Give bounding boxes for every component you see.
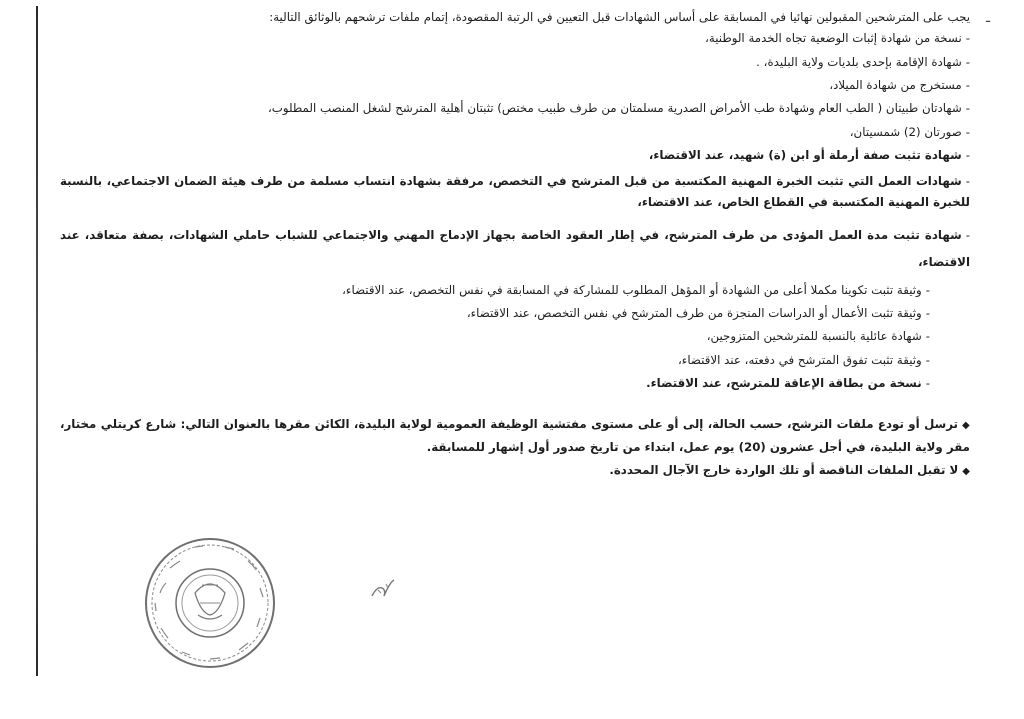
submission-note (60, 413, 970, 459)
list-item (60, 283, 970, 298)
list-dash: - (965, 147, 970, 162)
list-dash: - (925, 352, 930, 367)
list-item-text: شهادة الإقامة بإحدى بلديات ولاية البليدة، . (756, 54, 962, 69)
list-item-text: صورتان (2) شمسيتان، (849, 124, 962, 139)
list-item (60, 55, 970, 70)
list-item (60, 353, 970, 368)
list-dash: - (965, 227, 970, 242)
rejection-note (60, 463, 970, 478)
submission-note-text: ترسل أو تودع ملفات الترشح، حسب الحالة، إلى أو على مستوى مفتشية الوظيفة العمومية لولاية البليدة، الكائن مقرها بالعنوان التالي: شارع كريتلي مختار، مقر ولاية البليدة، في أجل عشرون (20) يوم عمل، ابتداء من تاريخ صدور أول إشهار للمسابقة. (60, 417, 970, 455)
list-item-text: شهادة تثبت مدة العمل المؤدى من طرف المترشح، في إطار العقود الخاصة بجهاز الإدماج المهني والاجتماعي للشباب حاملي الشهادات، بصفة متعاقد، عند الاقتضاء، (60, 227, 970, 269)
list-item (60, 329, 970, 344)
list-item (60, 125, 970, 140)
list-dash: - (965, 31, 970, 46)
handwritten-mark-icon (368, 572, 398, 602)
list-dash: - (965, 124, 970, 139)
list-item-text: شهادة تثبت صفة أرملة أو ابن (ة) شهيد، عند الاقتضاء، (648, 147, 962, 162)
list-item (60, 222, 970, 276)
rejection-note-text: لا تقبل الملفات الناقصة أو تلك الواردة خارج الآجال المحددة. (609, 463, 959, 478)
list-item-text: مستخرج من شهادة الميلاد، (829, 77, 962, 92)
list-item-text: شهادة عائلية بالنسبة للمترشحين المتزوجين، (706, 329, 922, 344)
list-item (60, 78, 970, 93)
list-dash: - (965, 101, 970, 116)
list-dash: - (965, 54, 970, 69)
intro-paragraph: يجب على المترشحين المقبولين نهائيا في المسابقة على أساس الشهادات قبل التعيين في الرتبة المقصودة، إتمام ملفات ترشحهم بالوثائق التالية: (269, 10, 970, 24)
list-item-text: وثيقة تثبت تكوينا مكملا أعلى من الشهادة أو المؤهل المطلوب للمشاركة في المسابقة في نفس التخصص، عند الاقتضاء، (342, 282, 922, 297)
list-dash: - (965, 77, 970, 92)
list-dash: - (925, 282, 930, 297)
list-item (60, 148, 970, 163)
diamond-bullet-icon: ◆ (962, 466, 970, 478)
footer-notes (60, 413, 970, 478)
binding-margin-line (36, 6, 38, 676)
diamond-bullet-icon: ◆ (961, 420, 970, 432)
list-item-text: شهادتان طبيتان ( الطب العام وشهادة طب الأمراض الصدرية مسلمتان من طرف طبيب مختص) تثبتان أهلية المترشح لشغل المنصب المطلوب، (267, 101, 962, 116)
documents-list (60, 31, 970, 391)
list-item-text: شهادات العمل التي تثبت الخبرة المهنية المكتسبة من قبل المترشح في التخصص، مرفقة بشهادة انتساب مسلمة من طرف هيئة الضمان الاجتماعي، بالنسبة للخبرة المهنية المكتسبة في القطاع الخاص، عند الاقتضاء، (60, 174, 970, 209)
list-item-text: وثيقة تثبت الأعمال أو الدراسات المنجزة من طرف المترشح في نفس التخصص، عند الاقتضاء، (466, 306, 922, 321)
list-item (60, 101, 970, 116)
list-dash: - (925, 306, 930, 321)
list-item (60, 306, 970, 321)
list-item (60, 171, 970, 212)
list-item (60, 31, 970, 46)
corner-mark-icon: ـ (986, 10, 991, 26)
list-dash: - (925, 329, 930, 344)
list-dash: - (925, 376, 930, 391)
official-seal-icon (140, 533, 280, 673)
list-dash: - (965, 174, 970, 189)
list-item-text: نسخة من بطاقة الإعاقة للمترشح، عند الاقتضاء. (646, 376, 922, 391)
list-item (60, 376, 970, 391)
document-body (60, 10, 970, 479)
list-item-text: وثيقة تثبت تفوق المترشح في دفعته، عند الاقتضاء، (677, 352, 922, 367)
list-item-text: نسخة من شهادة إثبات الوضعية تجاه الخدمة الوطنية، (705, 31, 962, 46)
